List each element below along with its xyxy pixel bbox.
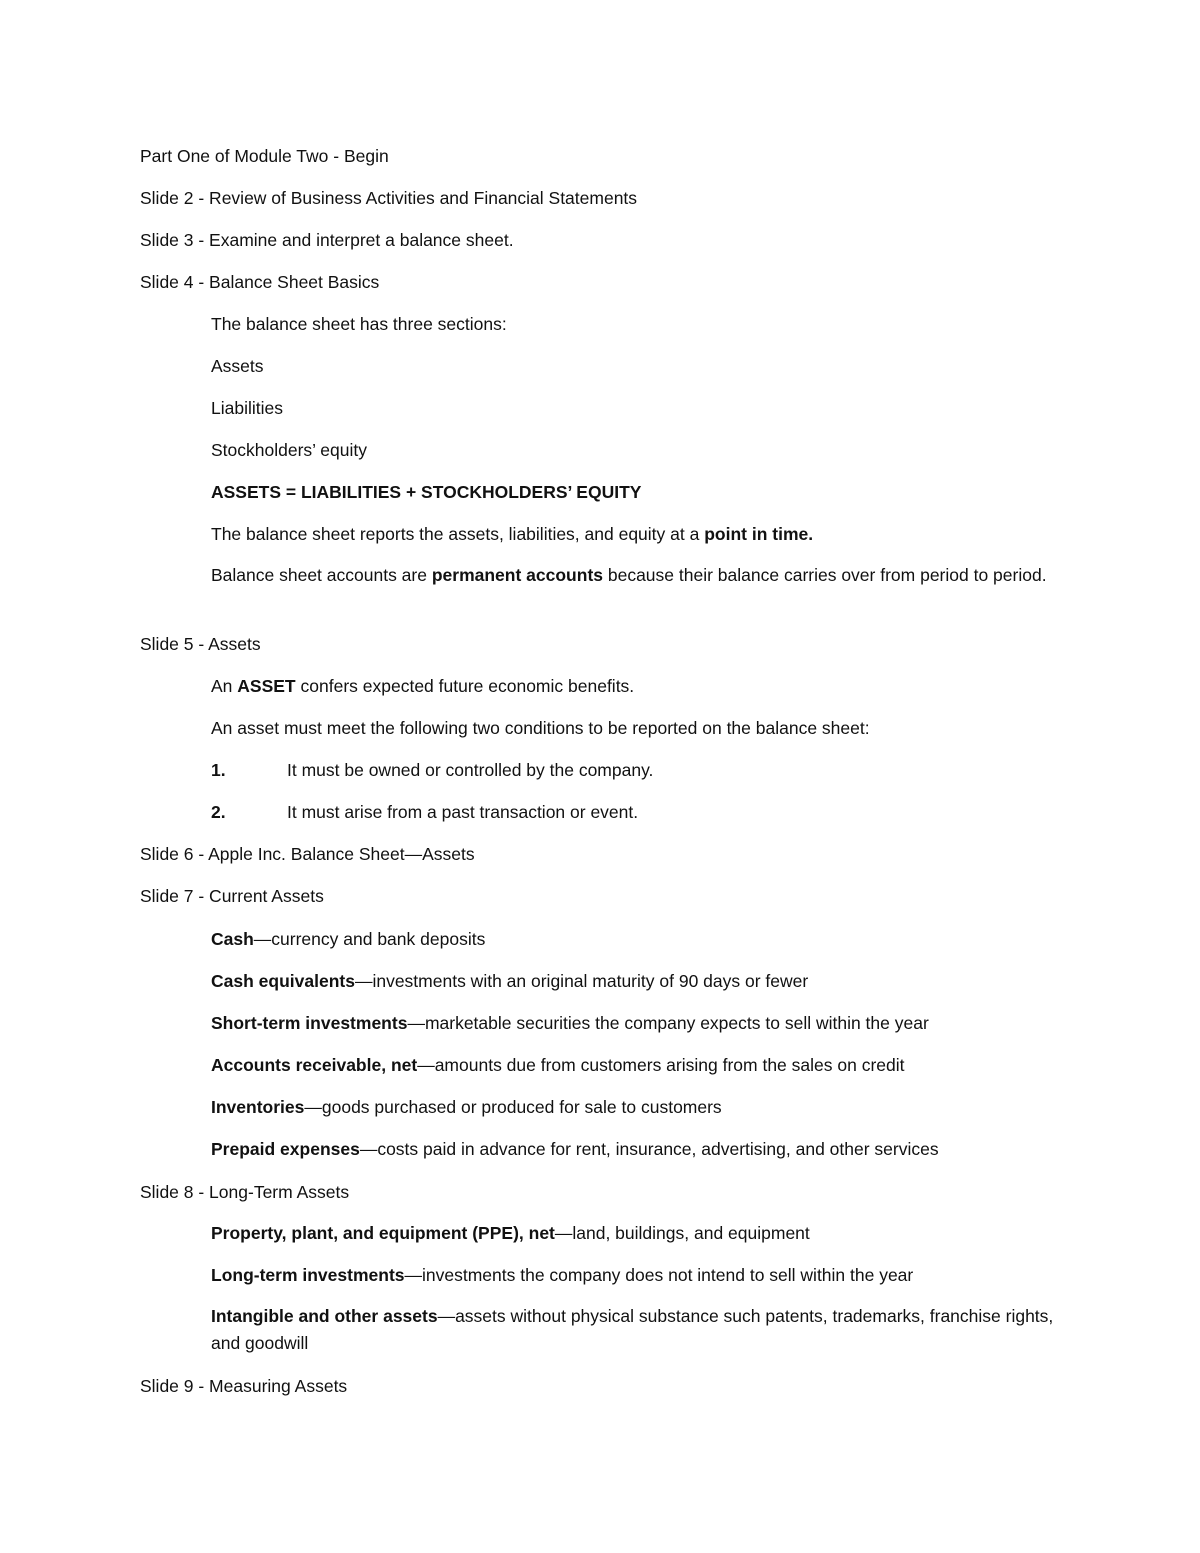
- bold-term: ASSET: [237, 676, 296, 696]
- definition: [211, 1264, 913, 1286]
- definition: [211, 1054, 905, 1076]
- item-text: It must be owned or controlled by the company.: [287, 760, 654, 780]
- definition-text: —amounts due from customers arising from the sales on credit: [417, 1055, 905, 1075]
- definition-text: —costs paid in advance for rent, insurance, advertising, and other services: [359, 1139, 939, 1159]
- definition: [211, 970, 808, 992]
- definition-text: —land, buildings, and equipment: [554, 1223, 810, 1243]
- text-run: confers expected future economic benefits.: [295, 676, 635, 696]
- definition-text: —investments the company does not intend to sell within the year: [404, 1265, 914, 1285]
- definition-text: —goods purchased or produced for sale to customers: [304, 1097, 722, 1117]
- text-run: The balance sheet reports the assets, liabilities, and equity at a: [211, 524, 705, 544]
- item-number: 2.: [211, 802, 226, 822]
- slide-heading: Slide 4 - Balance Sheet Basics: [140, 272, 380, 292]
- bold-term: Inventories: [211, 1097, 305, 1117]
- slide-heading: Slide 6 - Apple Inc. Balance Sheet—Assets: [140, 844, 475, 864]
- definition: [211, 1012, 929, 1034]
- definition: [211, 1303, 1061, 1357]
- text-run: An: [211, 676, 238, 696]
- definition: [211, 1222, 810, 1244]
- numbered-item: [211, 759, 653, 781]
- definition: [211, 1096, 722, 1118]
- text-run: because their balance carries over from period to period.: [603, 565, 1047, 585]
- definition: [211, 1138, 939, 1160]
- item-text: It must arise from a past transaction or event.: [287, 802, 639, 822]
- slide-heading: Slide 2 - Review of Business Activities and Financial Statements: [140, 188, 638, 208]
- paragraph: An asset must meet the following two conditions to be reported on the balance sheet:: [211, 718, 870, 738]
- text-run: Balance sheet accounts are: [211, 565, 432, 585]
- equation: [211, 481, 641, 503]
- bold-term: permanent accounts: [431, 565, 603, 585]
- paragraph: The balance sheet has three sections:: [211, 314, 507, 334]
- doc-heading: Part One of Module Two - Begin: [140, 146, 389, 166]
- definition: [211, 928, 485, 950]
- slide-heading: Slide 8 - Long-Term Assets: [140, 1182, 350, 1202]
- paragraph: [211, 675, 634, 697]
- definition-text: —investments with an original maturity of 90 days or fewer: [354, 971, 809, 991]
- definition-text: —assets without physical substance such patents, trademarks, franchise rights, and goodwill: [211, 1306, 1054, 1353]
- slide-heading: Slide 9 - Measuring Assets: [140, 1376, 348, 1396]
- bold-term: Long-term investments: [211, 1265, 405, 1285]
- bold-term: Short-term investments: [211, 1013, 408, 1033]
- list-item: Assets: [211, 356, 264, 376]
- bold-term: Property, plant, and equipment (PPE), net: [211, 1223, 555, 1243]
- paragraph: [211, 523, 813, 545]
- bold-term: Accounts receivable, net: [211, 1055, 418, 1075]
- numbered-item: [211, 801, 638, 823]
- equation-text: ASSETS = LIABILITIES + STOCKHOLDERS’ EQUITY: [211, 482, 642, 502]
- bold-term: Cash equivalents: [211, 971, 355, 991]
- bold-term: Cash: [211, 929, 254, 949]
- list-item: Liabilities: [211, 398, 283, 418]
- paragraph: [211, 562, 1061, 589]
- slide-heading: Slide 3 - Examine and interpret a balance sheet.: [140, 230, 514, 250]
- bold-term: Prepaid expenses: [211, 1139, 360, 1159]
- definition-text: —currency and bank deposits: [253, 929, 486, 949]
- bold-term: Intangible and other assets: [211, 1306, 438, 1326]
- definition-text: —marketable securities the company expects to sell within the year: [407, 1013, 929, 1033]
- item-number: 1.: [211, 760, 226, 780]
- bold-term: point in time.: [704, 524, 814, 544]
- slide-heading: Slide 7 - Current Assets: [140, 886, 324, 906]
- list-item: Stockholders’ equity: [211, 440, 367, 460]
- slide-heading: Slide 5 - Assets: [140, 634, 261, 654]
